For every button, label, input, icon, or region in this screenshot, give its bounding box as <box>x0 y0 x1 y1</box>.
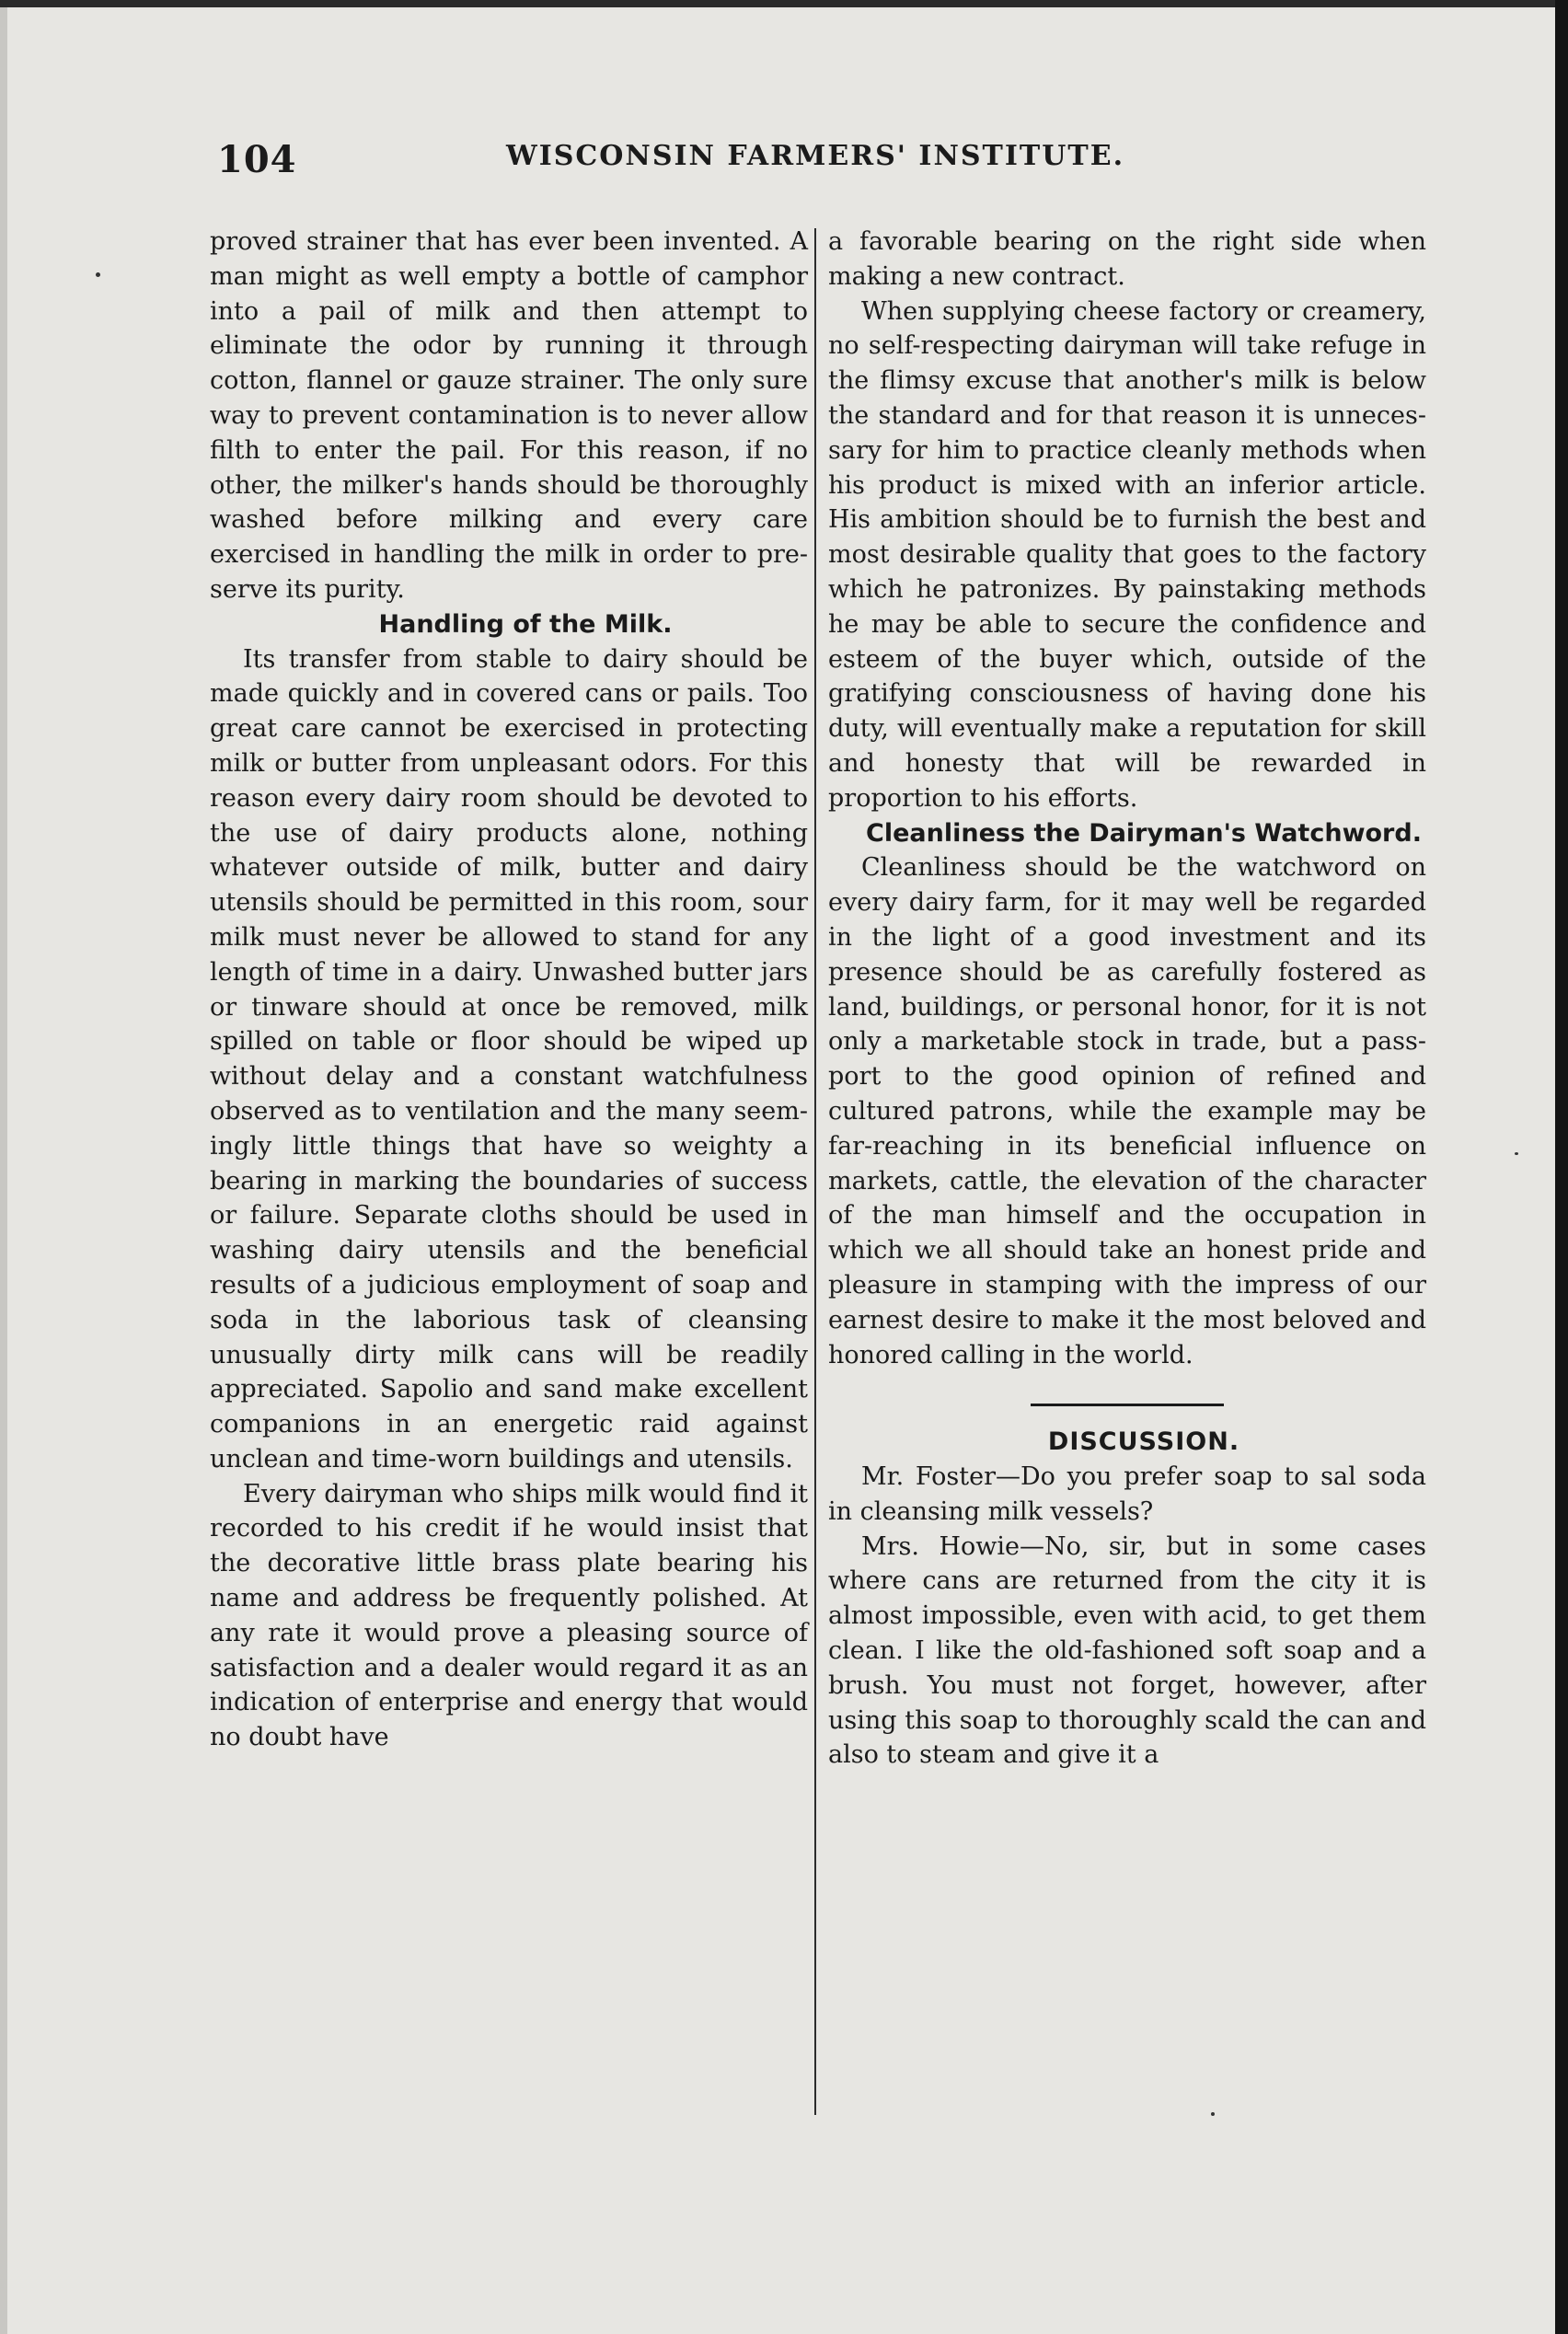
page-left-edge <box>0 0 7 2334</box>
section-rule <box>1031 1404 1224 1406</box>
right-paragraph-2: When supplying cheese factory or creamery, no self-respecting dairyman will take refuge in the flimsy excuse that another's milk is below the standard and for that reason it is unnecessary for him to practice cleanly methods when his product is mixed with an inferior article. His ambition should be to furnish the best and most desirable quality that goes to the factory which he patronizes. By painstaking methods he may be able to secure the confidence and esteem of the buyer which, outside of the gratifying consciousness of having done his duty, will eventually make a reputation for skill and honesty that will be rewarded in proportion to his efforts. <box>828 296 1426 813</box>
section-heading-handling: Handling of the Milk. <box>378 609 673 639</box>
page-number: 104 <box>217 138 297 181</box>
right-column <box>828 225 1426 1773</box>
left-paragraph-3: Every dairyman who ships milk would find it recorded to his credit if he would insist that the decorative little brass plate bearing his name and address be frequently polished. At any rate it would prove a pleasing source of satisfaction and a dealer would regard it as an indication of enterprise and energy that would no doubt have <box>210 1479 808 1752</box>
discussion-howie: Mrs. Howie—No, sir, but in some cases where cans are returned from the city it is almost impossible, even with acid, to get them clean. I like the old-fashioned soft soap and a brush. You must not forget, however, after using this soap to thoroughly scald the can and also to steam and give it a <box>828 1531 1426 1770</box>
scan-speck <box>1515 1152 1518 1155</box>
right-paragraph-3: Cleanliness should be the watchword on every dairy farm, for it may well be regarded in the light of a good investment and its presence should be as carefully fostered as land, buildings, or personal honor, for it is not only a marketable stock in trade, but a passport to the good opinion of refined and cultured patrons, while the example may be far-reaching in its beneficial influence on markets, cattle, the elevation of the character of the man himself and the occupation in which we all should take an honest pride and pleasure in stamping with the impress of our earnest desire to make it the most beloved and honored calling in the world. <box>828 853 1426 1369</box>
column-divider <box>814 228 816 2115</box>
scan-right-edge <box>1555 0 1568 2334</box>
discussion-foster: Mr. Foster—Do you prefer soap to sal soda in cleansing milk vessels? <box>828 1462 1426 1526</box>
left-paragraph-2: Its transfer from stable to dairy should be made quickly and in covered cans or pails. Too great care cannot be exercised in protecting milk or butter from unpleasant odors. For this reason every dairy room should be devoted to the use of dairy products alone, nothing whatever outside of milk, butter and dairy utensils should be permitted in this room, sour milk must never be allowed to stand for any length of time in a dairy. Unwashed butter jars or tinware should at once be removed, milk spilled on table or floor should be wiped up without delay and a constant watchfulness observed as to ventilation and the many seemingly little things that have so weighty a bearing in marking the boundaries of success or failure. Separate cloths should be used in washing dairy utensils and the beneficial results of a judicious employment of soap and soda in the laborious task of cleansing unusually dirty milk cans will be readily appreciated. Sapolio and sand make excellent companions in an energetic raid against unclean and time-worn buildings and utensils. <box>210 644 808 1473</box>
running-title: WISCONSIN FARMERS' INSTITUTE. <box>506 140 1125 172</box>
scan-speck <box>1211 2112 1215 2116</box>
scan-speck <box>96 272 100 277</box>
left-column <box>210 225 808 1755</box>
scan-top-edge <box>0 0 1568 7</box>
section-heading-cleanliness: Cleanliness the Dairyman's Watchword. <box>866 818 1422 848</box>
right-paragraph-1: a favorable bearing on the right side when making a new contract. <box>828 227 1426 291</box>
discussion-heading: DISCUSSION. <box>1047 1427 1240 1457</box>
left-paragraph-1: proved strainer that has ever been invented. A man might as well empty a bottle of camphor into a pail of milk and then attempt to eliminate the odor by running it through cotton, flannel or gauze strainer. The only sure way to prevent contamination is to never allow filth to enter the pail. For this reason, if no other, the milker's hands should be thoroughly washed before milking and every care exercised in handling the milk in order to preserve its purity. <box>210 227 808 604</box>
